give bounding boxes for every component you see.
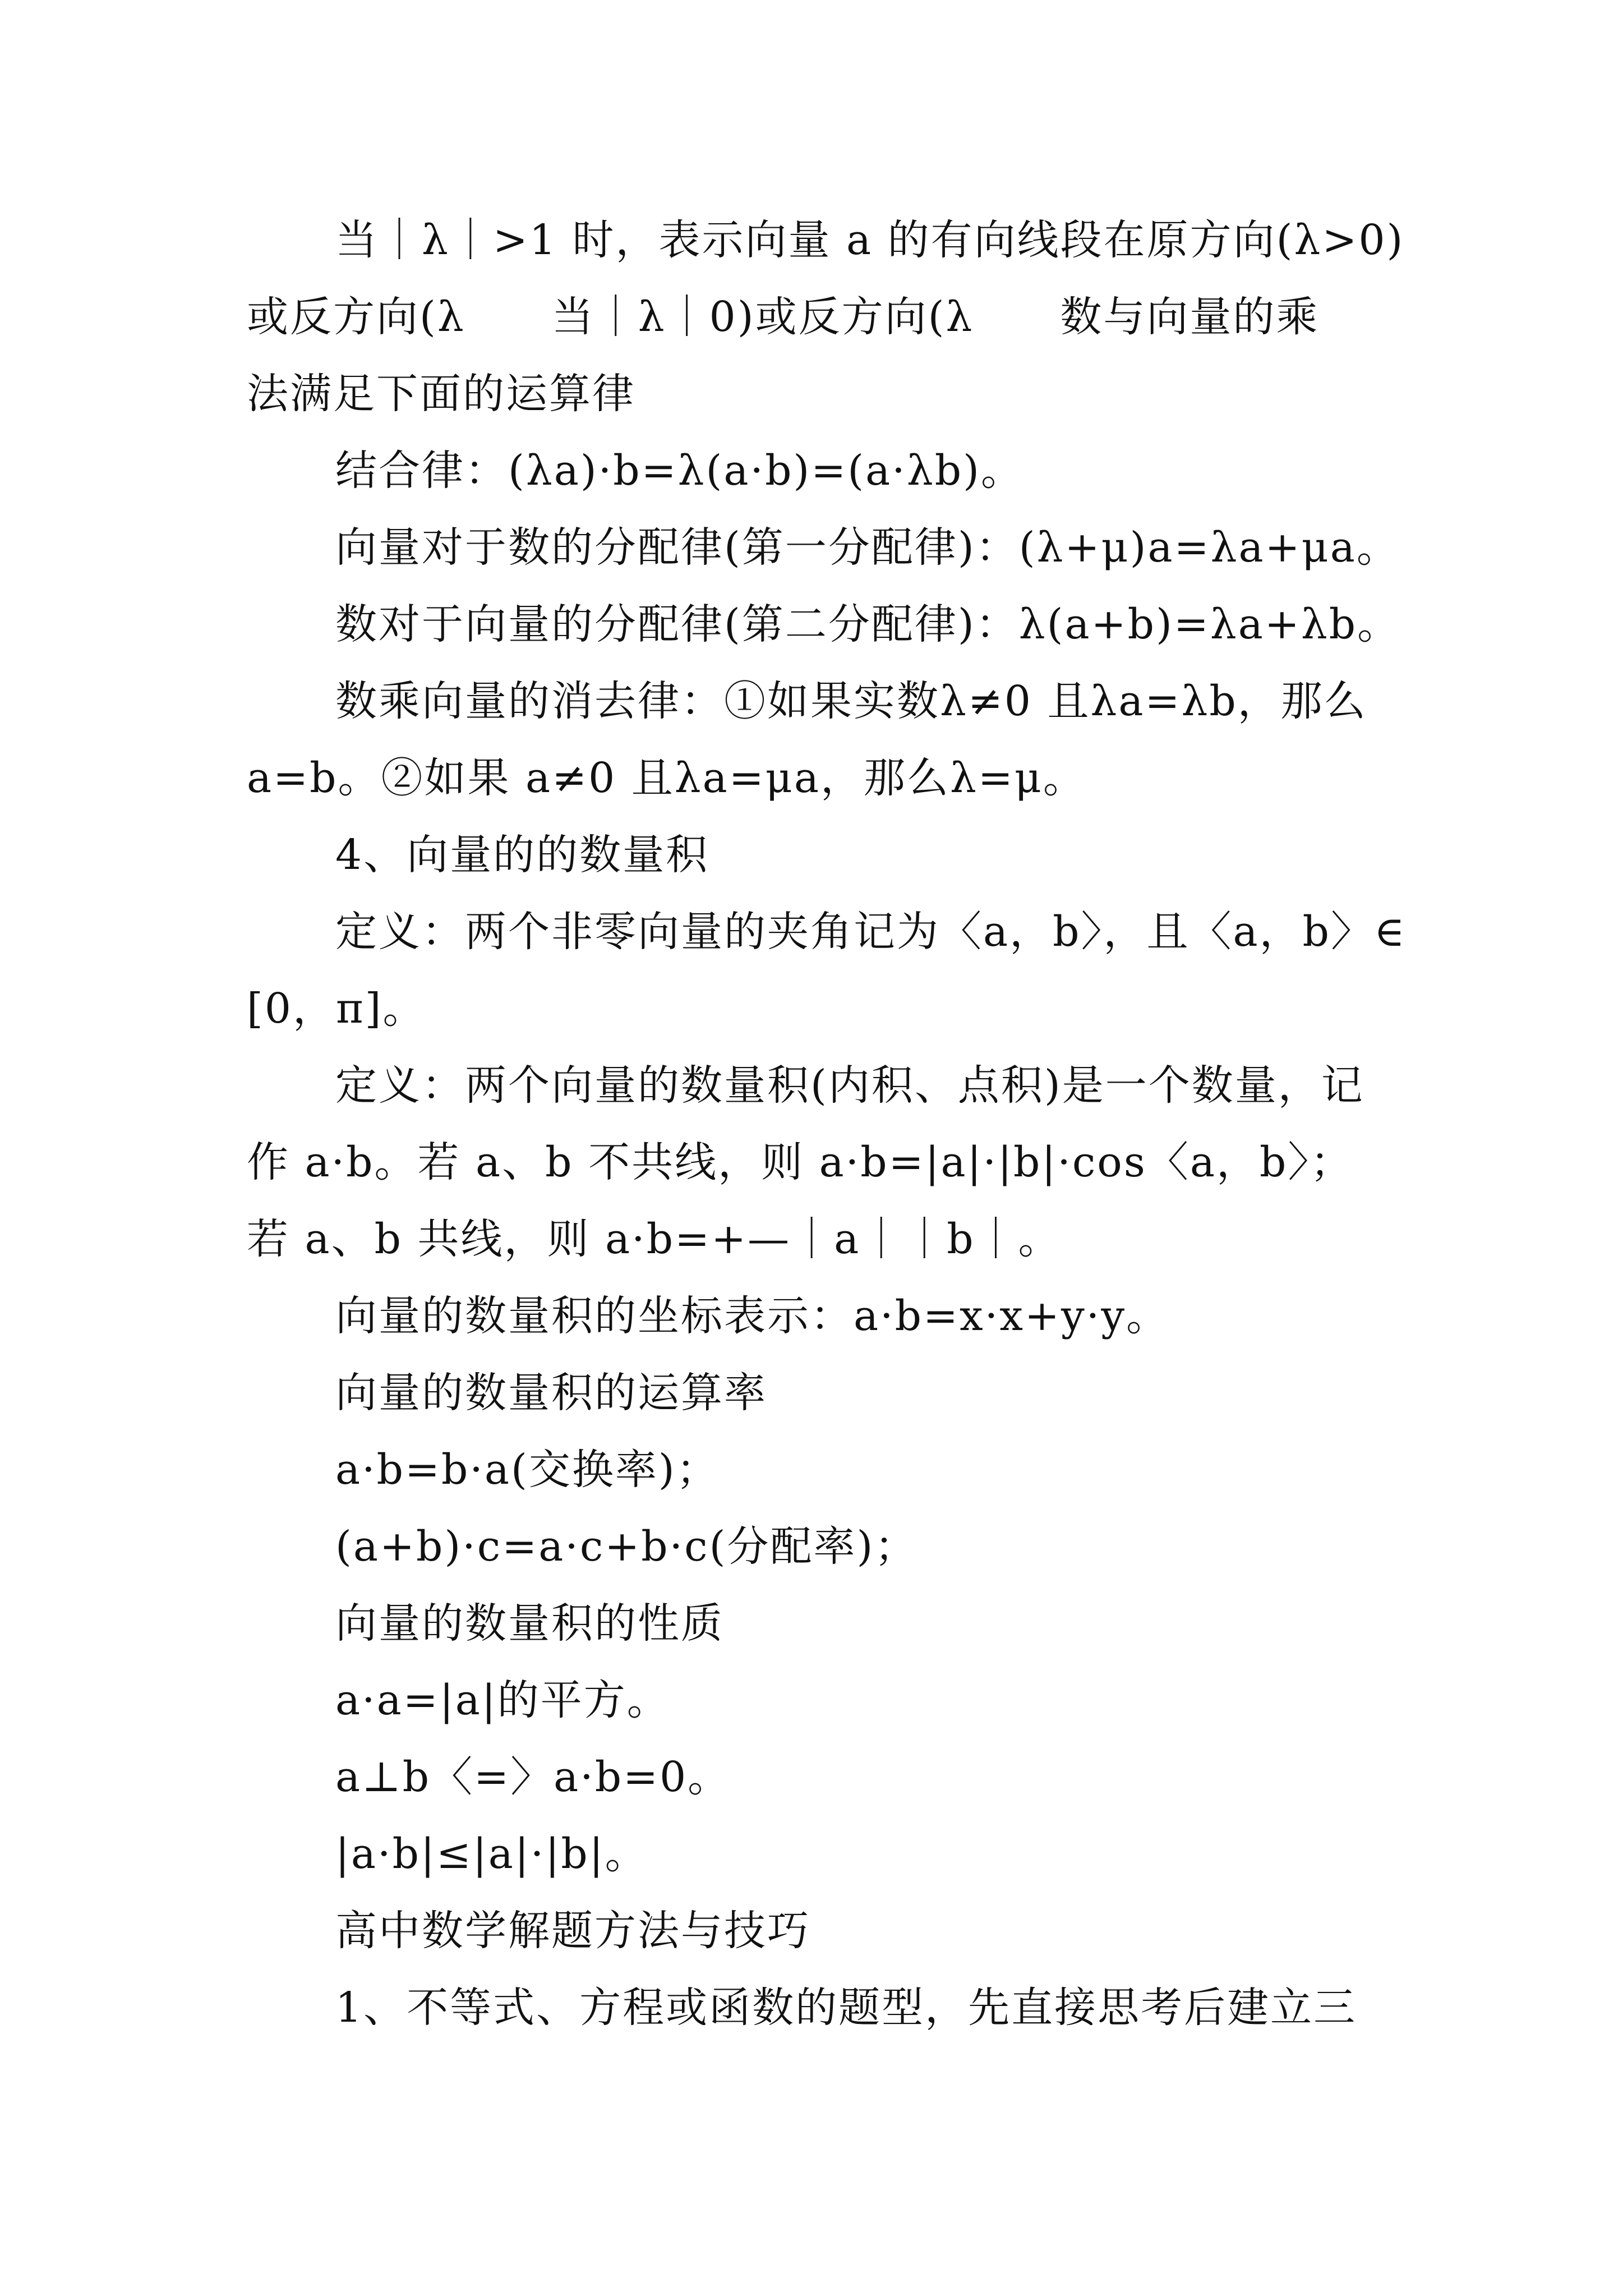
text-line: 1、不等式、方程或函数的题型，先直接思考后建立三 bbox=[335, 1984, 1357, 2032]
section-heading: 4、向量的的数量积 bbox=[335, 831, 709, 879]
text-line: a·b=b·a(交换率)； bbox=[335, 1446, 720, 1494]
text-line: a=b。②如果 a≠0 且λa=μa，那么λ=μ。 bbox=[247, 754, 1086, 802]
text-line: 数对于向量的分配律(第二分配律)：λ(a+b)=λa+λb。 bbox=[335, 600, 1401, 648]
text-line: 法满足下面的运算律 bbox=[247, 370, 635, 418]
document-body bbox=[247, 202, 1407, 2046]
text-line: 或反方向(λ 当｜λ｜0)或反方向(λ 数与向量的乘 bbox=[247, 293, 1320, 341]
text-line: |a·b|≤|a|·|b|。 bbox=[335, 1830, 648, 1878]
text-line: a·a=|a|的平方。 bbox=[335, 1676, 670, 1724]
text-line: 向量对于数的分配律(第一分配律)：(λ+μ)a=λa+μa。 bbox=[335, 523, 1400, 572]
text-line: 若 a、b 共线，则 a·b=+—｜a｜｜b｜。 bbox=[247, 1215, 1062, 1263]
text-line: 向量的数量积的坐标表示：a·b=x·x+y·y。 bbox=[335, 1292, 1170, 1340]
text-line: 向量的数量积的运算率 bbox=[335, 1369, 767, 1417]
text-line: 定义：两个向量的数量积(内积、点积)是一个数量，记 bbox=[335, 1061, 1364, 1110]
text-line: 作 a·b。若 a、b 不共线，则 a·b=|a|·|b|·cos〈a，b〉； bbox=[247, 1138, 1354, 1186]
text-line: 定义：两个非零向量的夹角记为〈a，b〉，且〈a，b〉∈ bbox=[335, 908, 1407, 956]
text-line: [0，π]。 bbox=[247, 984, 426, 1033]
text-line: (a+b)·c=a·c+b·c(分配率)； bbox=[335, 1522, 918, 1571]
text-line: 当｜λ｜>1 时，表示向量 a 的有向线段在原方向(λ>0) bbox=[335, 216, 1405, 264]
text-line: 结合律：(λa)·b=λ(a·b)=(a·λb)。 bbox=[335, 447, 1024, 495]
text-line: a⊥b〈=〉a·b=0。 bbox=[335, 1753, 731, 1801]
section-heading: 高中数学解题方法与技巧 bbox=[335, 1907, 810, 1955]
text-line: 数乘向量的消去律：①如果实数λ≠0 且λa=λb，那么 bbox=[335, 677, 1367, 725]
text-line: 向量的数量积的性质 bbox=[335, 1599, 724, 1648]
